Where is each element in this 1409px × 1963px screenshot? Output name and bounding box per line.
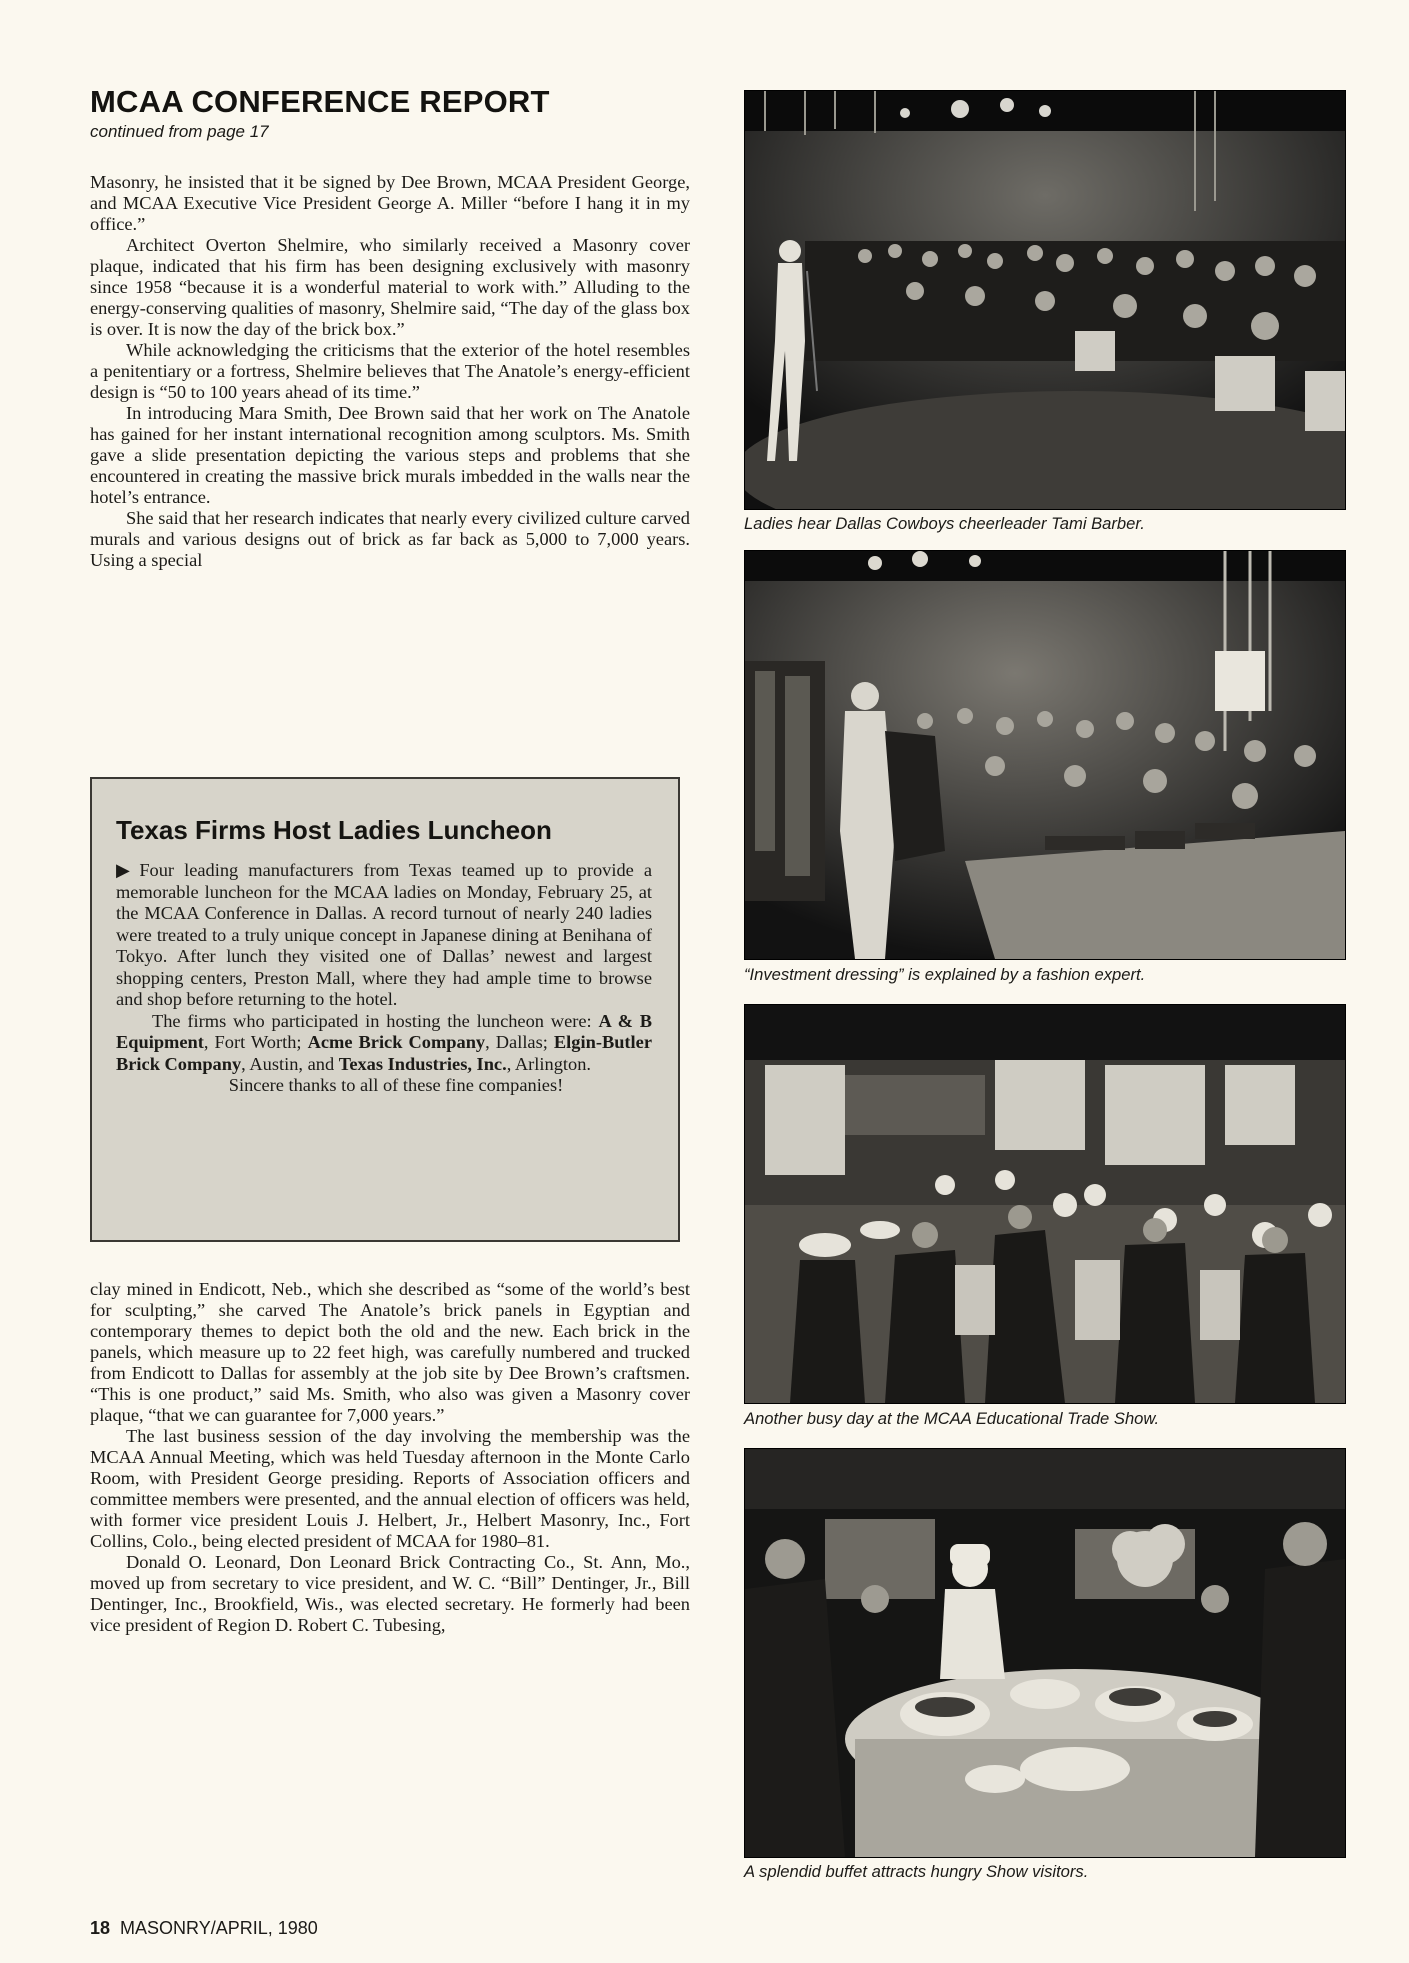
article-column-top xyxy=(90,172,690,571)
article-paragraph: She said that her research indicates that nearly every civilized culture carved murals and various designs out of brick as far back as 5,000 to 7,000 years. Using a special xyxy=(90,508,690,570)
photo-trade-show xyxy=(744,1004,1346,1404)
photo-caption: Ladies hear Dallas Cowboys cheerleader Tami Barber. xyxy=(744,514,1145,533)
page-footer xyxy=(90,1918,318,1939)
article-paragraph: clay mined in Endicott, Neb., which she described as “some of the world’s best for sculpting,” she carved The Anatole’s brick panels in Egyptian and contemporary themes to depict both the old and the new. Each brick in the panels, which measure up to 22 feet high, was carefully numbered and trucked from Endicott to Dallas for assembly at the job site by Dee Brown’s craftsmen. “This is one product,” said Ms. Smith, who also was given a Masonry cover plaque, “that we can guarantee for 7,000 years.” xyxy=(90,1279,690,1425)
arrow-icon: ▶ xyxy=(116,860,136,880)
firm-city: , Arlington. xyxy=(506,1053,591,1074)
firm-name: Elgin-Butler Brick Company xyxy=(116,1032,652,1074)
firm-name: A & B Equipment xyxy=(116,1010,652,1052)
page-title: MCAA CONFERENCE REPORT xyxy=(90,84,550,119)
firm-city: , Dallas; xyxy=(485,1032,554,1052)
photo-caption: “Investment dressing” is explained by a fashion expert. xyxy=(744,965,1146,984)
article-paragraph: In introducing Mara Smith, Dee Brown said that her work on The Anatole has gained for her instant international recognition among sculptors. Ms. Smith gave a slide presentation depicting the various steps and problems that she encountered in creating the massive brick murals imbedded in the walls near the hotel’s entrance. xyxy=(90,403,690,507)
sidebar-box xyxy=(90,777,680,1242)
publication-info: MASONRY/APRIL, 1980 xyxy=(120,1918,318,1938)
photo-fashion-image xyxy=(745,551,1345,959)
photo-buffet xyxy=(744,1448,1346,1858)
photo-trade-show-image xyxy=(745,1005,1345,1403)
article-column-bottom xyxy=(90,1279,690,1636)
article-paragraph: While acknowledging the criticisms that the exterior of the hotel resembles a penitentiary or a fortress, Shelmire believes that The Anatole’s energy-efficient design is “50 to 100 years ahead of its time.” xyxy=(90,340,690,402)
article-paragraph: The last business session of the day involving the membership was the MCAA Annual Meeting, which was held Tuesday afternoon in the Monte Carlo Room, with President George presiding. Reports of Association officers and committee members were presented, and the annual election of officers was held, with former vice president Louis J. Helbert, Jr., Helbert Masonry, Inc., Fort Collins, Colo., being elected president of MCAA for 1980–81. xyxy=(90,1426,690,1551)
firm-city: , Austin, and xyxy=(241,1053,339,1074)
photo-cheerleader-image xyxy=(745,91,1345,509)
firm-name: Acme Brick Company xyxy=(307,1032,486,1052)
photo-cheerleader xyxy=(744,90,1346,510)
article-header xyxy=(90,84,690,142)
page-number: 18 xyxy=(90,1918,111,1938)
photo-buffet-image xyxy=(745,1449,1345,1857)
sidebar-firms-paragraph xyxy=(116,1011,652,1076)
sidebar-title: Texas Firms Host Ladies Luncheon xyxy=(116,815,552,845)
sidebar-firms-intro: The firms who participated in hosting the luncheon were: xyxy=(152,1010,599,1031)
sidebar-paragraph-text: Four leading manufacturers from Texas teamed up to provide a memorable luncheon for the MCAA ladies on Monday, February 25, at the MCAA Conference in Dallas. A record turnout of nearly 240 ladies were treated to a truly unique concept in Japanese dining at Benihana of Tokyo. After lunch they visited one of Dallas’ newest and largest shopping centers, Preston Mall, where they had ample time to browse and shop before returning to the hotel. xyxy=(116,860,653,1009)
photo-fashion xyxy=(744,550,1346,960)
firm-city: , Fort Worth; xyxy=(203,1032,308,1052)
article-paragraph: Donald O. Leonard, Don Leonard Brick Contracting Co., St. Ann, Mo., moved up from secretary to vice president, and W. C. “Bill” Dentinger, Jr., Bill Dentinger, Inc., Brookfield, Wis., was elected secretary. He formerly had been vice president of Region D. Robert C. Tubesing, xyxy=(90,1552,690,1635)
article-paragraph: Architect Overton Shelmire, who similarly received a Masonry cover plaque, indicated that his firm has been designing exclusively with masonry since 1958 “because it is a wonderful material to work with.” Alluding to the energy-conserving qualities of masonry, Shelmire said, “The day of the glass box is over. It is now the day of the brick box.” xyxy=(90,235,690,339)
sidebar-paragraph xyxy=(116,860,652,1011)
article-paragraph: Masonry, he insisted that it be signed by Dee Brown, MCAA President George, and MCAA Executive Vice President George A. Miller “before I hang it in my office.” xyxy=(90,172,690,234)
continued-note: continued from page 17 xyxy=(90,122,269,141)
photo-caption: A splendid buffet attracts hungry Show visitors. xyxy=(744,1862,1089,1881)
sidebar-thanks: Sincere thanks to all of these fine companies! xyxy=(228,1075,564,1095)
photo-caption: Another busy day at the MCAA Educational Trade Show. xyxy=(744,1409,1160,1428)
firm-name: Texas Industries, Inc. xyxy=(338,1053,507,1074)
